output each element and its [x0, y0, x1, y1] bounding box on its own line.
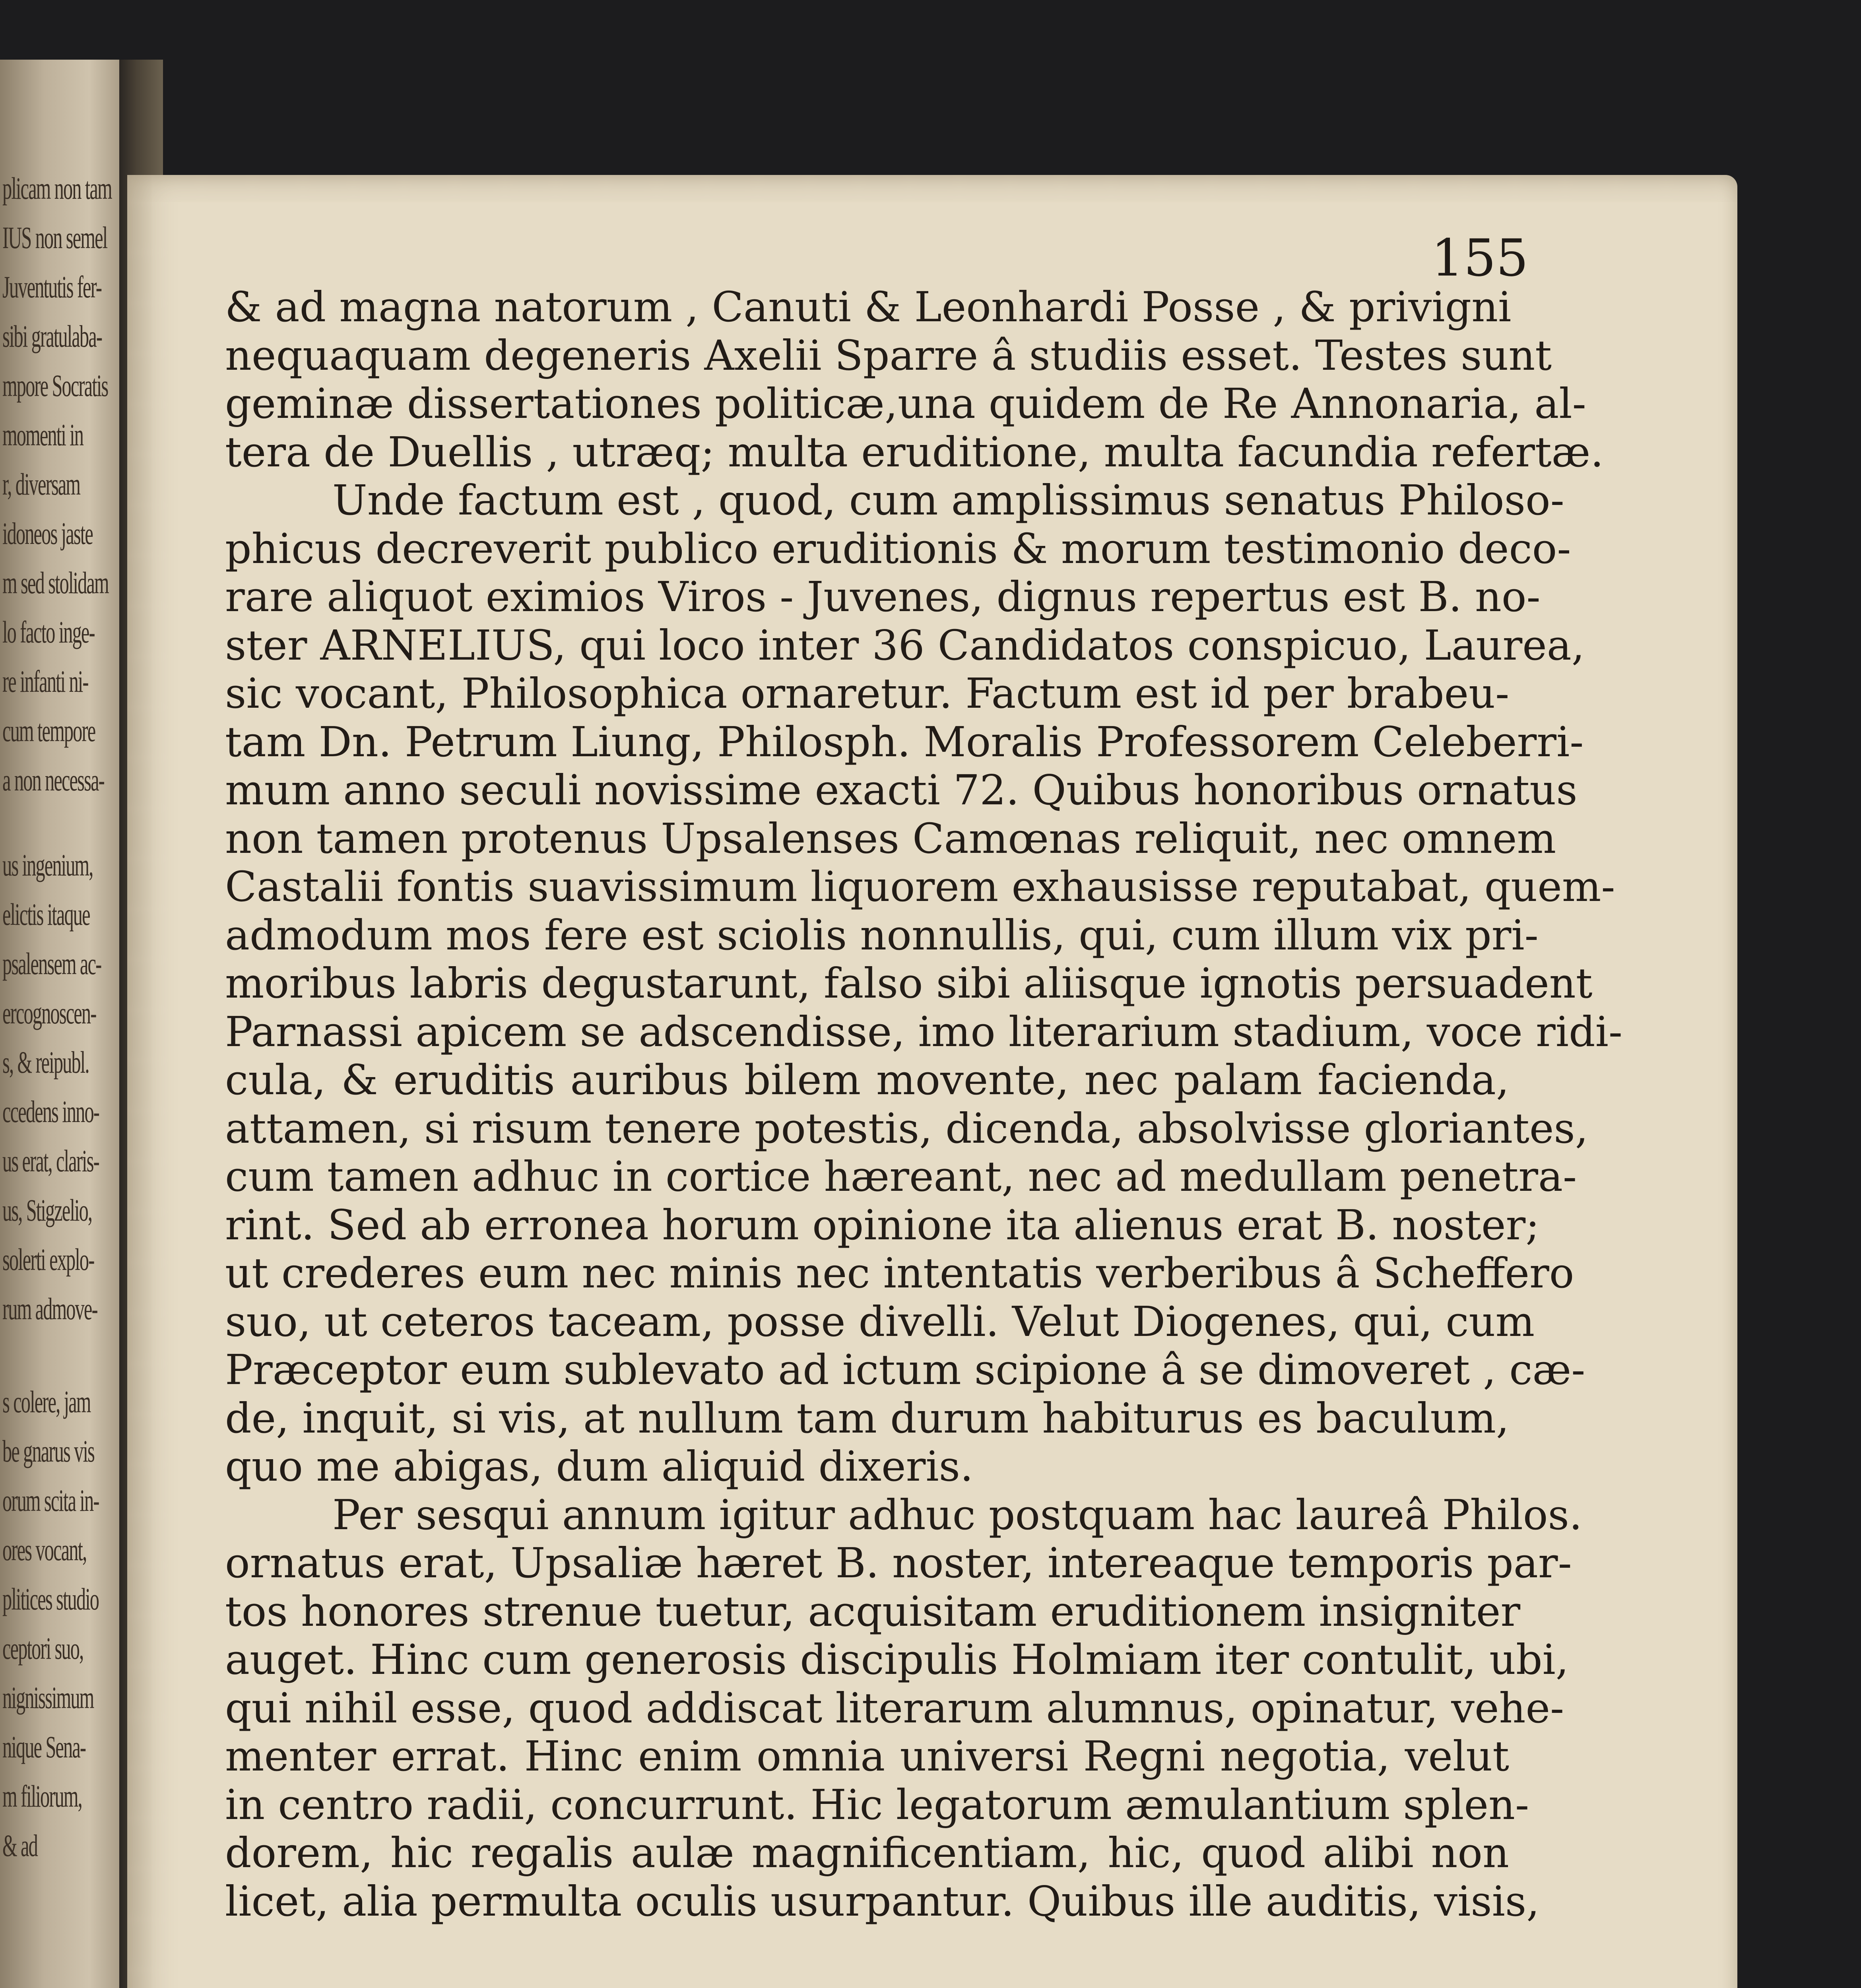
left-page-fragment: re infanti ni-	[2, 664, 88, 699]
text-line: qui nihil esse, quod addiscat literarum alumnus, opinatur, vehe-	[225, 1683, 1564, 1732]
text-line: Per sesqui annum igitur adhuc postquam hac laureâ Philos.	[332, 1490, 1582, 1539]
text-line: ornatus erat, Upsaliæ hæret B. noster, intereaque temporis par-	[225, 1539, 1572, 1587]
left-page-fragment: us, Stigzelio,	[2, 1193, 92, 1227]
text-line: licet, alia permulta oculis usurpantur. Quibus ille auditis, visis,	[225, 1877, 1540, 1926]
page-number: 155	[1431, 229, 1529, 288]
left-page-fragment: nignissimum	[2, 1680, 94, 1715]
left-page-fragment: ceptori suo,	[2, 1631, 83, 1666]
text-line: tera de Duellis , utræq; multa eruditione, multa facundia refertæ.	[225, 427, 1604, 476]
left-page-fragment: elictis itaque	[2, 897, 90, 932]
text-line: admodum mos fere est sciolis nonnullis, qui, cum illum vix pri-	[225, 911, 1539, 959]
text-line: dorem, hic regalis aulæ magnificentiam, hic, quod alibi non	[225, 1829, 1509, 1877]
text-line: tos honores strenue tuetur, acquisitam eruditionem insigniter	[225, 1587, 1521, 1636]
text-line: Unde factum est , quod, cum amplissimus senatus Philoso-	[332, 476, 1564, 524]
left-page-fragment: rum admove-	[2, 1291, 97, 1326]
text-line: tam Dn. Petrum Liung, Philosph. Moralis Professorem Celeberri-	[225, 717, 1584, 766]
text-line: de, inquit, si vis, at nullum tam durum habiturus es baculum,	[225, 1394, 1509, 1442]
left-page-fragment: plitices studio	[2, 1582, 99, 1616]
left-page-fragment: nique Sena-	[2, 1730, 86, 1764]
left-page-fragment: m sed stolidam	[2, 565, 109, 600]
text-line: suo, ut ceteros taceam, posse divelli. Velut Diogenes, qui, cum	[225, 1297, 1535, 1346]
text-line: geminæ dissertationes politicæ,una quidem de Re Annonaria, al-	[225, 379, 1586, 428]
text-line: Castalii fontis suavissimum liquorem exhausisse reputabat, quem-	[225, 862, 1615, 911]
left-page-fragment: ccedens inno-	[2, 1094, 99, 1129]
text-line: Parnassi apicem se adscendisse, imo literarium stadium, voce ridi-	[225, 1007, 1622, 1056]
left-page-fragment: cum tempore	[2, 713, 95, 748]
left-page-fragment: IUS non semel	[2, 220, 107, 255]
text-line: & ad magna natorum , Canuti & Leonhardi Posse , & privigni	[225, 283, 1512, 331]
text-line: auget. Hinc cum generosis discipulis Holmiam iter contulit, ubi,	[225, 1635, 1569, 1684]
left-page-fragment: psalensem ac-	[2, 946, 101, 981]
left-page-fragment: orum scita in-	[2, 1483, 99, 1518]
left-page-fragment: s colere, jam	[2, 1384, 91, 1419]
left-page-fragment: mpore Socratis	[2, 368, 108, 403]
text-line: rare aliquot eximios Viros - Juvenes, dignus repertus est B. no-	[225, 573, 1541, 621]
left-page-fragment: momenti in	[2, 417, 83, 452]
text-line: menter errat. Hinc enim omnia universi Regni negotia, velut	[225, 1732, 1509, 1780]
text-line: mum anno seculi novissime exacti 72. Quibus honoribus ornatus	[225, 766, 1578, 814]
text-line: rint. Sed ab erronea horum opinione ita alienus erat B. noster;	[225, 1200, 1540, 1249]
left-page-fragment: lo facto inge-	[2, 615, 95, 649]
text-line: Præceptor eum sublevato ad ictum scipione â se dimoveret , cæ-	[225, 1345, 1585, 1394]
left-page-fragment: m filiorum,	[2, 1779, 82, 1813]
text-line: attamen, si risum tenere potestis, dicenda, absolvisse gloriantes,	[225, 1104, 1588, 1153]
text-line: ut crederes eum nec minis nec intentatis verberibus â Scheffero	[225, 1249, 1574, 1297]
text-line: quo me abigas, dum aliquid dixeris.	[225, 1442, 974, 1491]
left-page-fragment: be gnarus vis	[2, 1434, 95, 1468]
left-page-fragment: s, & reipubl.	[2, 1045, 89, 1079]
left-page-fragment: a non necessa-	[2, 763, 104, 797]
left-page-fragment: plicam non tam	[2, 171, 112, 206]
text-line: nequaquam degeneris Axelii Sparre â studiis esset. Testes sunt	[225, 331, 1552, 380]
text-line: in centro radii, concurrunt. Hic legatorum æmulantium splen-	[225, 1780, 1529, 1829]
left-page-fragment: & ad	[2, 1828, 37, 1863]
left-facing-page	[0, 60, 127, 1988]
left-page-fragment: r, diversam	[2, 467, 80, 501]
left-page-fragment: idoneos jaste	[2, 516, 93, 551]
text-line: sic vocant, Philosophica ornaretur. Factum est id per brabeu-	[225, 669, 1510, 718]
text-line: phicus decreverit publico eruditionis & morum testimonio deco-	[225, 524, 1571, 573]
left-page-fragment: ores vocant,	[2, 1532, 87, 1567]
left-page-fragment: ercognoscen-	[2, 996, 96, 1030]
left-page-fragment: us ingenium,	[2, 848, 93, 882]
left-page-fragment: solerti explo-	[2, 1242, 94, 1277]
left-page-fragment: us erat, claris-	[2, 1143, 99, 1178]
left-page-fragment: sibi gratulaba-	[2, 319, 102, 353]
text-line: cum tamen adhuc in cortice hæreant, nec ad medullam penetra-	[225, 1152, 1577, 1201]
text-line: moribus labris degustarunt, falso sibi aliisque ignotis persuadent	[225, 959, 1593, 1008]
left-page-fragment: Juventutis fer-	[2, 270, 102, 304]
text-line: non tamen protenus Upsalenses Camœnas reliquit, nec omnem	[225, 814, 1556, 863]
text-line: cula, & eruditis auribus bilem movente, nec palam facienda,	[225, 1056, 1509, 1104]
text-line: ster ARNELIUS, qui loco inter 36 Candidatos conspicuo, Laurea,	[225, 621, 1585, 670]
